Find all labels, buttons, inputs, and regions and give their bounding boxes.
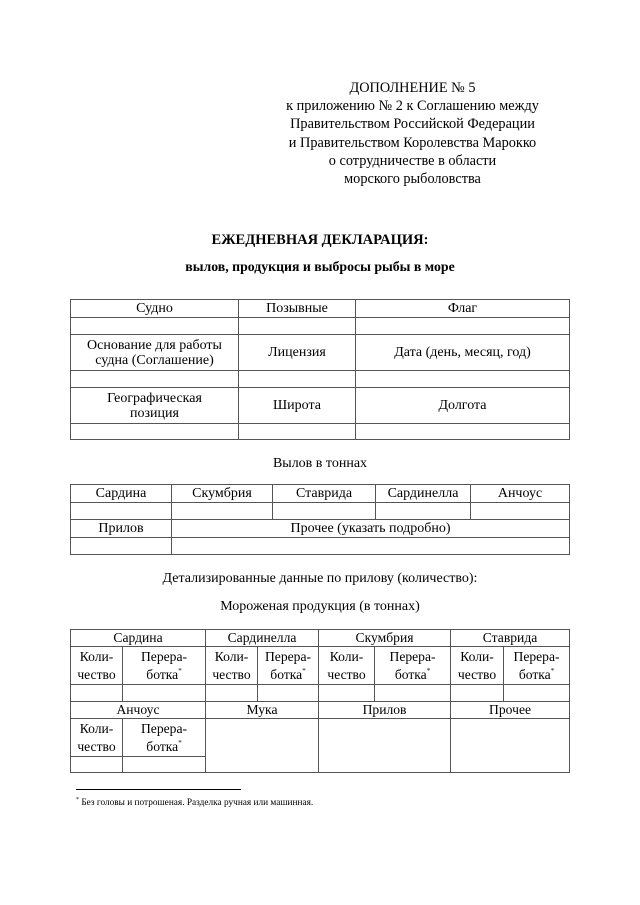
processing-header: [123, 719, 206, 757]
other-field[interactable]: [172, 538, 570, 555]
processing-line: ботка: [146, 666, 179, 682]
header-line: о сотрудничестве в области: [328, 152, 497, 169]
catch-section-title: Вылов в тоннах: [272, 456, 368, 471]
frozen-field[interactable]: [504, 685, 570, 702]
processing-header: [375, 647, 451, 685]
basis-header-line: Основание для работы: [87, 337, 222, 353]
longitude-header: Долгота: [356, 388, 570, 424]
processing-line: ботка: [518, 666, 551, 682]
date-header: Дата (день, месяц, год): [356, 335, 570, 371]
footnote-marker: *: [178, 666, 182, 675]
quantity-header: [451, 647, 504, 685]
footnote-marker: *: [178, 738, 182, 747]
catch-species-header: Ставрида: [273, 485, 376, 503]
frozen-products-table: [70, 629, 570, 773]
frozen-field[interactable]: [123, 685, 206, 702]
footnote-marker: *: [76, 797, 79, 803]
quantity-line: Коли-: [214, 648, 249, 664]
catch-species-header: Сардина: [71, 485, 172, 503]
quantity-header: [71, 647, 123, 685]
processing-line: Перера-: [140, 648, 188, 664]
vessel-field[interactable]: [71, 318, 239, 335]
call-sign-header: Позывные: [239, 300, 356, 318]
latitude-header: Широта: [239, 388, 356, 424]
frozen-field[interactable]: [71, 685, 123, 702]
quantity-line: чество: [327, 666, 366, 682]
footnote-separator: [76, 789, 241, 790]
geo-position-line: Географическая: [107, 390, 202, 406]
document-subtitle: вылов, продукция и выбросы рыбы в море: [185, 259, 455, 274]
quantity-line: чество: [77, 738, 116, 754]
geo-position-field[interactable]: [71, 424, 239, 440]
processing-line: Перера-: [389, 648, 436, 664]
flag-header: Флаг: [356, 300, 570, 318]
catch-field[interactable]: [172, 503, 273, 520]
frozen-bycatch-field[interactable]: [319, 719, 451, 773]
processing-line: ботка: [146, 738, 179, 754]
vessel-header: Судно: [71, 300, 239, 318]
frozen-bycatch-header: Прилов: [319, 702, 451, 719]
quantity-line: чество: [212, 666, 251, 682]
frozen-species-header: Скумбрия: [319, 630, 451, 647]
header-line: ДОПОЛНЕНИЕ № 5: [349, 80, 476, 96]
processing-line: Перера-: [264, 648, 312, 664]
frozen-products-title: Мороженая продукция (в тоннах): [220, 599, 420, 614]
catch-field[interactable]: [376, 503, 471, 520]
call-sign-field[interactable]: [239, 318, 356, 335]
footnote-marker: *: [426, 666, 431, 675]
catch-table: [70, 484, 570, 555]
vessel-table: [70, 299, 570, 440]
anchovy-processing-field[interactable]: [123, 757, 206, 773]
frozen-species-header: Ставрида: [451, 630, 570, 647]
other-header: Прочее (указать подробно): [172, 520, 570, 538]
frozen-field[interactable]: [206, 685, 258, 702]
processing-header: [123, 647, 206, 685]
quantity-line: Коли-: [79, 720, 114, 736]
anchovy-header: Анчоус: [71, 702, 206, 719]
basis-field[interactable]: [71, 371, 239, 388]
frozen-field[interactable]: [451, 685, 504, 702]
catch-species-header: Анчоус: [471, 485, 570, 503]
date-field[interactable]: [356, 371, 570, 388]
footnote-marker: *: [550, 666, 555, 675]
bycatch-details-title: Детализированные данные по прилову (количество):: [162, 571, 478, 586]
processing-line: ботка: [394, 666, 427, 682]
catch-species-header: Сардинелла: [376, 485, 471, 503]
header-line: и Правительством Королевства Марокко: [288, 134, 537, 151]
quantity-line: Коли-: [329, 648, 364, 664]
document-title: ЕЖЕДНЕВНАЯ ДЕКЛАРАЦИЯ:: [211, 232, 429, 248]
processing-line: ботка: [270, 666, 303, 682]
document-header: [240, 79, 585, 188]
quantity-line: Коли-: [79, 648, 114, 664]
header-line: к приложению № 2 к Соглашению между: [286, 98, 539, 115]
quantity-line: чество: [77, 666, 116, 682]
frozen-field[interactable]: [375, 685, 451, 702]
bycatch-field[interactable]: [71, 538, 172, 555]
processing-header: [258, 647, 319, 685]
frozen-field[interactable]: [319, 685, 375, 702]
quantity-line: Коли-: [460, 648, 494, 664]
catch-field[interactable]: [71, 503, 172, 520]
catch-field[interactable]: [471, 503, 570, 520]
license-field[interactable]: [239, 371, 356, 388]
frozen-other-field[interactable]: [451, 719, 570, 773]
processing-line: Перера-: [140, 720, 188, 736]
catch-field[interactable]: [273, 503, 376, 520]
quantity-header: [206, 647, 258, 685]
frozen-species-header: Сардинелла: [206, 630, 319, 647]
geo-position-header: [71, 388, 239, 424]
geo-position-line: позиция: [130, 405, 179, 421]
flour-header: Мука: [206, 702, 319, 719]
processing-header: [504, 647, 570, 685]
flour-field[interactable]: [206, 719, 319, 773]
basis-header-line: судна (Соглашение): [95, 352, 214, 368]
flag-field[interactable]: [356, 318, 570, 335]
frozen-field[interactable]: [258, 685, 319, 702]
anchovy-quantity-field[interactable]: [71, 757, 123, 773]
header-line: морского рыболовства: [344, 171, 481, 188]
frozen-other-header: Прочее: [451, 702, 570, 719]
quantity-header: [71, 719, 123, 757]
longitude-field[interactable]: [356, 424, 570, 440]
header-line: Правительством Российской Федерации: [290, 116, 535, 133]
frozen-species-header: Сардина: [71, 630, 206, 647]
quantity-line: чество: [457, 666, 497, 682]
footnote: [76, 797, 576, 809]
latitude-field[interactable]: [239, 424, 356, 440]
bycatch-header: Прилов: [71, 520, 172, 538]
catch-species-header: Скумбрия: [172, 485, 273, 503]
basis-header: [71, 335, 239, 371]
quantity-header: [319, 647, 375, 685]
footnote-marker: *: [302, 666, 306, 675]
license-header: Лицензия: [239, 335, 356, 371]
processing-line: Перера-: [513, 648, 560, 664]
footnote-text: Без головы и потрошеная. Разделка ручная или машинная.: [79, 798, 314, 808]
